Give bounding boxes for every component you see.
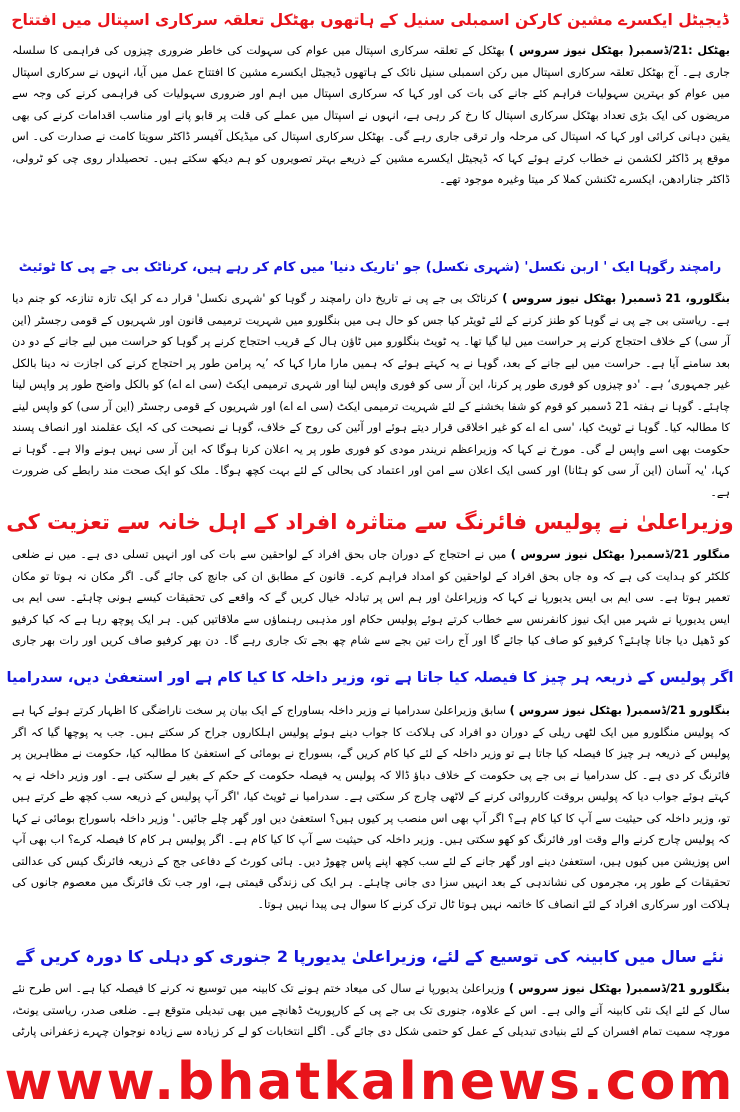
headline: وزیراعلیٰ نے پولیس فائرنگ سے متاثرہ افراد کے اہل خانہ سے تعزیت کی: [6, 510, 734, 534]
dateline: بنگلورو، 21 ڈسمبر( بھٹکل نیوز سروس ): [502, 292, 730, 305]
body-text: سابق وزیراعلیٰ سدرامیا نے وزیر داخلہ بساوراج کے ایک بیان پر سخت ناراضگی کا اظہار کرتے ہوئے کہا ہے کہ پولیس منگلورو میں ایک لٹھی ریلی کے دوران دو افراد کی ہلاکت کا جواب دینے ہوئے پولیس اہلکاروں جراح کر سکتے ہیں۔ جب یہ پوچھا گیا کہ اگر پولیس کے ذریعہ ہر چیز کا فیصلہ کیا جاتا ہے تو وزیر داخلہ کے لئے کیا کام کریں گے، بسوراج نے بومائی کے استعفیٰ کا مطالبہ کیا، حکومت نے مظاہرین پر فائرنگ کر دی ہے۔ کل سدرامیا نے بی جے پی حکومت کے خلاف دباؤ ڈالا کہ پولیس یہ فیصلہ حکومت کے حکم کے بغیر لے سکتی ہے۔ اور وزیر داخلہ نے یہ کہتے ہوئے جواب دیا کہ پولیس بروقت کارروائی کرنے کے لاٹھی چارج کر سکتی ہے۔ سدرامیا نے ٹویٹ کیا، 'اگر آپ پولیس کے ذریعہ سب کچھ طے کرتے ہیں تو، وزیر داخلہ کی حیثیت سے آپ کا کیا کام ہے؟ اگر آپ بھی اس منصب پر کیوں ہیں؟ استعفیٰ دیں اور گھر چلے جائیں۔' وزیر داخلہ باسوراج بومائی نے کہا کہ پولیس چارج کرنے والے وقت اور فائرنگ کو کھو سکتی ہیں۔ وزیر داخلہ کی حیثیت سے آپ کا کیا کام ہے۔ اگر پولیس ہر کام کا فیصلہ کرے؟ اب بھی آپ اس پوزیشن میں کیوں ہیں، استعفیٰ دینے اور گھر جانے کے لئے سب کچھ اپنے پاس چھوڑ دیں۔ ہائی کورٹ کے دفاعی جج کے ذریعہ فائرنگ کیس کی عدالتی تحقیقات کے طور پر، مجرموں کی نشاندہی کے بعد انہیں سزا دی جانی چاہئے۔ ہر ایک کی زندگی قیمتی ہے، اور جب تک فائرنگ میں معصوم جانوں کی ہلاکت اور سرکاری افراد کے لئے انصاف کا خاتمہ نہیں ہوتا ٹال ترک کرنے کا سوال ہی پیدا نہیں ہوتا۔: [12, 704, 730, 911]
body-text: کرناٹک بی جے پی نے تاریخ دان رامچند ر گوہا کو 'شہری نکسل' قرار دے کر ایک تازہ تنازعہ کو جنم دیا ہے۔ ریاستی بی جے پی نے گوہا کو طنز کرنے کے لئے ٹویٹر کیا جس کو حال ہی میں بنگلورو میں شہریت ترمیمی قانون اور شہریوں کے قومی رجسٹر (این آر سی) کے خلاف احتجاج کرنے پر حراست میں لیا گیا تھا۔ یہ ٹویٹ بنگلورو میں ٹاؤن ہال کے قریب احتجاج کرنے پر گوہا کو حراست میں لیے جانے کے دو دن بعد سامنے آیا ہے۔ حراست میں لیے جانے کے بعد، گوہا نے یہ کہتے ہوئے کہ ہمیں مارا مارا کہا کہ ’یہ پرامن طور پر احتجاج کرنے کی اجازت نہ دینا بالکل غیر جمہوری‘ ہے۔ 'دو چیزوں کو فوری طور پر کرنا، این آر سی کو فوری واپس لینا اور شہری ترمیمی ایکٹ (سی اے اے) کو بالکل واضح طور پر واپس لینا چاہئے۔ گوہا نے ہفتہ 21 ڈسمبر کو قوم کو شفا بخشنے کے لئے شہریت ترمیمی ایکٹ (سی اے اے) اور شہریوں کے قومی رجسٹر (این آر سی) کو واپس لینے کا مطالبہ کیا۔ گوہا نے ٹویٹ کیا، 'سی اے اے کو غیر اخلاقی قرار دیتے ہوئے اور آئین کی روح کے خلاف، گوہا نے نصیحت کی کہ ایک عقلمند اور انصاف پسند حکومت بھی اسے واپس لے گی۔ مورخ نے کہا کہ وزیراعظم نریندر مودی کو فوری طور پر یہ اعلان کرنا ہوگا کہ این آر سی نہیں ہونے والا ہے۔ گوہا نے کہا، 'یہ آسان (این آر سی کو ہٹانا) اور کسی ایک اعلان سے امن اور اعتماد کی بحالی کے لئے بہت کچھ ہوگا۔ ملک کو ایک صحت مند رابطے کی ضرورت ہے۔: [12, 292, 730, 498]
body-text: میں نے احتجاج کے دوران جاں بحق افراد کے لواحقین سے بات کی اور انہیں تسلی دی ہے۔ میں نے ضلعی کلکٹر کو ہدایت کی ہے کہ وہ جاں بحق افراد کے لواحقین کو امداد فراہم کرے۔ قانون کے مطابق ان کی جانچ کی جائے گی۔ اگر مکان نہ ہوتا تو مکان تعمیر ہوتا ہے۔ سی ایم بی ایس یدیورپا نے کہا کہ وزیراعلیٰ اور ہم اس پر تبادلہ خیال کریں گے کہ واقعے کی تحقیقات کیسے ہونی چاہئے۔ سی ایم بی ایس یدیورپا نے شہر میں ایک نیوز کانفرنس سے خطاب کرتے ہوئے پولیس حکام اور مذہبی رہنماؤں سے ملاقاتیں کیں۔ ہر ایک پوچھ رہا ہے کہ کیا کرفیو کو ڈھیل دیا جانا چاہئے؟ کرفیو کو صاف کیا جائے گا اور آج رات تین بجے سے شام چھ بجے تک جاری رہے گا۔ دن بھر کرفیو صاف کریں اور رات بھر جاری: [12, 548, 730, 647]
article-xray-machine: [0, 0, 740, 248]
body-text: وزیراعلیٰ یدیورپا نے سال کی میعاد ختم ہونے تک کابینہ میں توسیع نہ کرنے کا فیصلہ کیا ہے۔ اس طرح نئے سال کے لئے ایک نئی کابینہ آنے والی ہے۔ اس کے علاوہ، جنوری تک بی جے پی کے کارپوریٹ ڈھانچے میں بھی تبدیلی متوقع ہے۔ ضلعی صدر، ریاستی یونٹ، مورچہ سمیت تمام افسران کے لئے بنیادی تبدیلی کے عمل کو حتمی شکل دی جائے گی۔ اگلے انتخابات کو لے کر زیادہ سے زیادہ نوجوان چہرے زعفرانی پارٹی: [12, 982, 730, 1038]
dateline: بنگلورو 21/ڈسمبر( بھٹکل نیوز سروس ): [509, 704, 730, 717]
footer-site-url[interactable]: www.bhatkalnews.com: [4, 1052, 736, 1112]
article-body: [0, 978, 740, 1044]
body-text: بھٹکل کے تعلقہ سرکاری اسپتال میں عوام کی سہولت کی خاطر ضروری چیزوں کی فراہمی کا سلسلہ جاری ہے۔ آج بھٹکل تعلقہ سرکاری اسپتال میں رکن اسمبلی سنیل نائک کے ہاتھوں ڈیجیٹل ایکسرے مشین کا افتتاح عمل میں آیا، انہوں نے سرکاری اسپتال میں عوام کو بہترین سہولیات فراہم کئے جانے کی بات کی اور کہا کہ سرکاری اسپتال میں اہم اور ضروری سہولیات کی فراہمی کرنے کی وجہ سے مریضوں کی ایک بڑی تعداد بھٹکل سرکاری اسپتال کا رخ کر رہی ہے، انہوں نے اسپتال میں عملے کی قلت پر قابو پانے اور مناسب اقدامات کرنے کی بھی یقین دہانی کرائی اور کہا کہ اسپتال کی مرحلہ وار ترقی جاری رہے گی۔ بھٹکل سرکاری اسپتال کی میڈیکل آفیسر ڈاکٹر سویتا کامت نے صدارت کی۔ اس موقع پر ڈاکٹر لکشمن نے خطاب کرتے ہوئے کہا کہ ڈیجیٹل ایکسرے مشین کے ذریعے بہتر تصویروں کو ہم دیکھ سکتے ہیں۔ تحصیلدار روی چی کو ٹرولی، ڈاکٹر جنارادھن، ایکسرے ٹکنشن کملا کر میتا وغیرہ موجود تھے۔: [12, 44, 731, 186]
dateline: بھٹکل :21/ڈسمبر( بھٹکل نیوز سروس ): [509, 44, 730, 57]
dateline: منگلور 21/ڈسمبر( بھٹکل نیوز سروس ): [510, 548, 730, 561]
article-body: [0, 700, 740, 932]
headline: نئے سال میں کابینہ کی توسیع کے لئے، وزیراعلیٰ یدیورپا 2 جنوری کو دہلی کا دورہ کریں گے: [15, 947, 725, 966]
article-cm-condolence: [0, 500, 740, 656]
article-body: [0, 40, 740, 244]
article-body: [0, 288, 740, 498]
headline: رامچند رگوہا ایک ' اربن نکسل' (شہری نکسل) جو 'تاریک دنیا' میں کام کر رہے ہیں، کرناٹک بی جے پی کا ٹوئیٹ: [18, 260, 722, 275]
article-cabinet-expansion: [0, 936, 740, 1048]
headline: اگر پولیس کے ذریعہ ہر چیز کا فیصلہ کیا جاتا ہے تو، وزیر داخلہ کا کیا کام ہے اور استعفیٰ دیں، سدرامیا: [6, 670, 734, 686]
article-urban-naxal: [0, 248, 740, 500]
headline: ڈیجیٹل ایکسرے مشین کارکن اسمبلی سنیل کے ہاتھوں بھٹکل تعلقہ سرکاری اسپتال میں افتتاح: [11, 11, 729, 29]
dateline: بنگلورو 21/ڈسمبر( بھٹکل نیوز سروس ): [508, 982, 730, 995]
article-siddaramaiah: [0, 656, 740, 936]
article-body: [0, 544, 740, 652]
